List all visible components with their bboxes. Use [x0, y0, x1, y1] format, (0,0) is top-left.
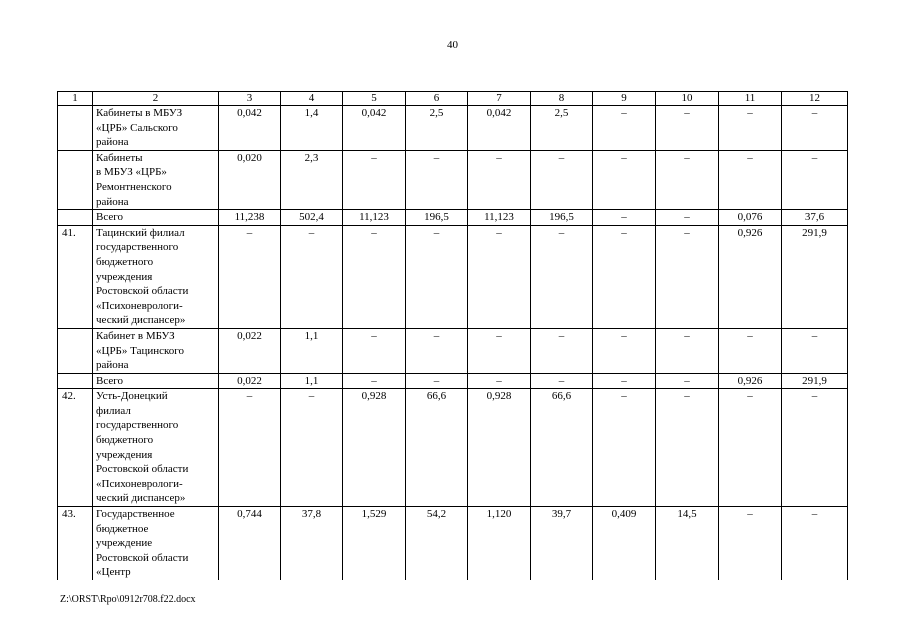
- value-cell-col-6: –: [406, 373, 468, 389]
- value-cell-col-3: 0,022: [219, 328, 281, 373]
- value-cell-col-8: –: [531, 150, 593, 209]
- row-number: [58, 373, 93, 389]
- column-header-7: 7: [468, 92, 531, 106]
- value-cell-col-3: –: [219, 389, 281, 507]
- column-header-8: 8: [531, 92, 593, 106]
- table-row: [58, 328, 848, 373]
- value-cell-col-5: –: [343, 328, 406, 373]
- value-cell-col-5: 0,042: [343, 106, 406, 151]
- value-cell-col-3: –: [219, 225, 281, 328]
- column-header-1: 1: [58, 92, 93, 106]
- institution-name: Государственное бюджетное учреждение Ростовской области «Центр: [93, 507, 219, 580]
- row-number: [58, 210, 93, 226]
- value-cell-col-12: –: [782, 507, 848, 580]
- value-cell-col-7: –: [468, 328, 531, 373]
- institution-name: Усть-Донецкий филиал государственного бюджетного учреждения Ростовской области «Психоневрологи- ческий диспансер»: [93, 389, 219, 507]
- value-cell-col-7: –: [468, 225, 531, 328]
- value-cell-col-12: –: [782, 150, 848, 209]
- value-cell-col-7: 0,928: [468, 389, 531, 507]
- value-cell-col-8: –: [531, 328, 593, 373]
- column-header-2: 2: [93, 92, 219, 106]
- value-cell-col-5: –: [343, 373, 406, 389]
- data-table: [57, 91, 848, 580]
- value-cell-col-9: –: [593, 106, 656, 151]
- value-cell-col-12: 37,6: [782, 210, 848, 226]
- value-cell-col-5: 11,123: [343, 210, 406, 226]
- value-cell-col-9: –: [593, 225, 656, 328]
- table-row: [58, 373, 848, 389]
- value-cell-col-4: 2,3: [281, 150, 343, 209]
- value-cell-col-12: –: [782, 106, 848, 151]
- value-cell-col-11: –: [719, 507, 782, 580]
- value-cell-col-8: 66,6: [531, 389, 593, 507]
- value-cell-col-11: 0,926: [719, 373, 782, 389]
- value-cell-col-12: –: [782, 389, 848, 507]
- value-cell-col-10: –: [656, 106, 719, 151]
- value-cell-col-6: 2,5: [406, 106, 468, 151]
- value-cell-col-6: –: [406, 225, 468, 328]
- column-header-9: 9: [593, 92, 656, 106]
- value-cell-col-11: –: [719, 106, 782, 151]
- value-cell-col-9: –: [593, 389, 656, 507]
- value-cell-col-9: 0,409: [593, 507, 656, 580]
- value-cell-col-12: 291,9: [782, 225, 848, 328]
- value-cell-col-3: 0,020: [219, 150, 281, 209]
- institution-name: Всего: [93, 210, 219, 226]
- value-cell-col-9: –: [593, 210, 656, 226]
- value-cell-col-4: 1,1: [281, 328, 343, 373]
- value-cell-col-7: –: [468, 373, 531, 389]
- value-cell-col-11: –: [719, 150, 782, 209]
- value-cell-col-10: 14,5: [656, 507, 719, 580]
- column-header-10: 10: [656, 92, 719, 106]
- value-cell-col-8: 2,5: [531, 106, 593, 151]
- value-cell-col-7: 0,042: [468, 106, 531, 151]
- table-row: [58, 225, 848, 328]
- value-cell-col-6: –: [406, 150, 468, 209]
- value-cell-col-5: 1,529: [343, 507, 406, 580]
- value-cell-col-4: 1,1: [281, 373, 343, 389]
- column-header-6: 6: [406, 92, 468, 106]
- value-cell-col-11: –: [719, 389, 782, 507]
- column-header-4: 4: [281, 92, 343, 106]
- value-cell-col-9: –: [593, 328, 656, 373]
- value-cell-col-6: 66,6: [406, 389, 468, 507]
- value-cell-col-5: 0,928: [343, 389, 406, 507]
- value-cell-col-8: 196,5: [531, 210, 593, 226]
- institution-name: Кабинеты в МБУЗ «ЦРБ» Сальского района: [93, 106, 219, 151]
- value-cell-col-10: –: [656, 328, 719, 373]
- value-cell-col-11: –: [719, 328, 782, 373]
- value-cell-col-10: –: [656, 389, 719, 507]
- row-number: 41.: [58, 225, 93, 328]
- column-header-11: 11: [719, 92, 782, 106]
- value-cell-col-3: 11,238: [219, 210, 281, 226]
- value-cell-col-11: 0,076: [719, 210, 782, 226]
- column-header-3: 3: [219, 92, 281, 106]
- row-number: [58, 150, 93, 209]
- value-cell-col-5: –: [343, 150, 406, 209]
- value-cell-col-8: –: [531, 373, 593, 389]
- table-row: [58, 507, 848, 580]
- column-header-5: 5: [343, 92, 406, 106]
- value-cell-col-10: –: [656, 210, 719, 226]
- table-row: [58, 210, 848, 226]
- value-cell-col-3: 0,042: [219, 106, 281, 151]
- value-cell-col-8: 39,7: [531, 507, 593, 580]
- row-number: [58, 328, 93, 373]
- value-cell-col-7: 1,120: [468, 507, 531, 580]
- institution-name: Кабинеты в МБУЗ «ЦРБ» Ремонтненского района: [93, 150, 219, 209]
- value-cell-col-3: 0,022: [219, 373, 281, 389]
- table-row: [58, 106, 848, 151]
- table-row: [58, 389, 848, 507]
- value-cell-col-6: 54,2: [406, 507, 468, 580]
- institution-name: Кабинет в МБУЗ «ЦРБ» Тацинского района: [93, 328, 219, 373]
- value-cell-col-9: –: [593, 373, 656, 389]
- value-cell-col-10: –: [656, 225, 719, 328]
- value-cell-col-4: –: [281, 389, 343, 507]
- value-cell-col-8: –: [531, 225, 593, 328]
- value-cell-col-6: 196,5: [406, 210, 468, 226]
- value-cell-col-7: –: [468, 150, 531, 209]
- value-cell-col-3: 0,744: [219, 507, 281, 580]
- value-cell-col-4: 37,8: [281, 507, 343, 580]
- value-cell-col-11: 0,926: [719, 225, 782, 328]
- value-cell-col-6: –: [406, 328, 468, 373]
- value-cell-col-4: –: [281, 225, 343, 328]
- value-cell-col-9: –: [593, 150, 656, 209]
- value-cell-col-10: –: [656, 150, 719, 209]
- column-header-12: 12: [782, 92, 848, 106]
- value-cell-col-12: –: [782, 328, 848, 373]
- value-cell-col-7: 11,123: [468, 210, 531, 226]
- value-cell-col-12: 291,9: [782, 373, 848, 389]
- value-cell-col-10: –: [656, 373, 719, 389]
- row-number: [58, 106, 93, 151]
- row-number: 42.: [58, 389, 93, 507]
- table-row: [58, 150, 848, 209]
- row-number: 43.: [58, 507, 93, 580]
- value-cell-col-5: –: [343, 225, 406, 328]
- value-cell-col-4: 502,4: [281, 210, 343, 226]
- header-row: [58, 92, 848, 106]
- file-path-footer: Z:\ORST\Rpo\0912r708.f22.docx: [60, 594, 196, 605]
- institution-name: Всего: [93, 373, 219, 389]
- institution-name: Тацинский филиал государственного бюджетного учреждения Ростовской области «Психоневрологи- ческий диспансер»: [93, 225, 219, 328]
- value-cell-col-4: 1,4: [281, 106, 343, 151]
- page-number: 40: [447, 39, 458, 51]
